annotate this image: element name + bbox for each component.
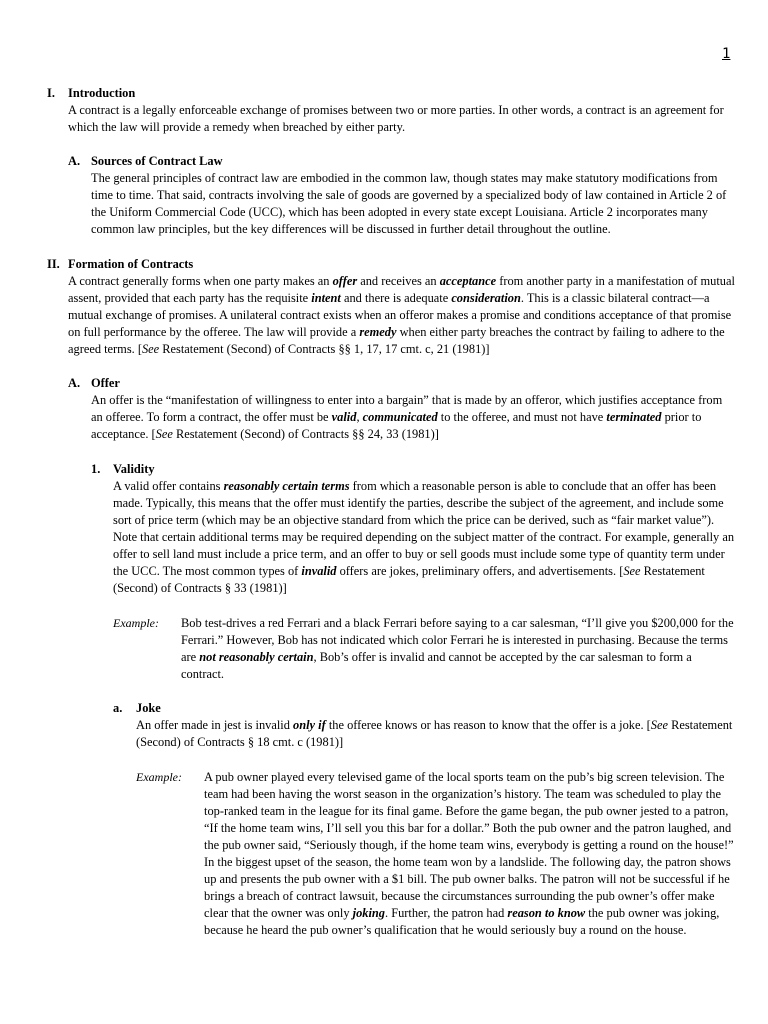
introduction-paragraph: A contract is a legally enforceable exchange of promises between two or more parties. In other words, a contract is an agreement for which the law will provide a remedy when breached by either party. (68, 103, 724, 134)
point-number: 1. (91, 462, 101, 476)
section-number: II. (47, 257, 60, 271)
subpoint-number: a. (113, 701, 123, 715)
joke-paragraph: An offer made in jest is invalid only if the offeree knows or has reason to know that the offer is a joke. [See Restatement (Second) of Contracts § 18 cmt. c (1981)] (136, 718, 733, 749)
key-term: reasonably certain terms (223, 479, 350, 493)
key-term: consideration (451, 291, 521, 305)
key-term: offer (332, 274, 358, 288)
key-term: acceptance (439, 274, 497, 288)
example-label: Example: (136, 770, 182, 784)
subpoint-heading-joke: Joke (136, 701, 161, 715)
section-number: I. (47, 86, 55, 100)
example-ferrari-paragraph: Bob test-drives a red Ferrari and a black Ferrari before saying to a car salesman, “I’ll give you $200,000 for the Ferrari.” However, Bob has not indicated which color Ferrari he is interested in purchasing. Because the terms are not reasonably certain, Bob’s offer is invalid and cannot be accepted by the car salesman to form a contract. (181, 616, 734, 681)
offer-paragraph: An offer is the “manifestation of willingness to enter into a bargain” that is made by an offeror, which justifies acceptance from an offeree. To form a contract, the offer must be valid, communicated to the offeree, and must not have terminated prior to acceptance. [See Restatement (Second) of Contracts §§ 24, 33 (1981)] (91, 393, 723, 441)
point-heading-validity: Validity (113, 462, 155, 476)
section-heading-introduction: Introduction (68, 86, 136, 100)
section-heading-formation: Formation of Contracts (68, 257, 194, 271)
validity-paragraph: A valid offer contains reasonably certain terms from which a reasonable person is able to conclude that an offer has been made. Typically, this means that the offer must identify the parties, describe the subject of the agreement, and include some sort of price term (which may be an objective standard from which the price can be derived, such as “fair market value”). Note that certain additional terms may be required depending on the subject matter of the contract. For example, generally an offer to sell land must include a price term, and an offer to buy or sell goods must include some type of quantity term under the UCC. The most common types of invalid offers are jokes, preliminary offers, and advertisements. [See Restatement (Second) of Contracts § 33 (1981)] (113, 479, 735, 595)
key-term: not reasonably certain (199, 650, 314, 664)
subsection-number: A. (68, 376, 81, 390)
formation-paragraph: A contract generally forms when one party makes an offer and receives an acceptance from another party in a manifestation of mutual assent, provided that each party has the requisite intent and there is adequate consideration. This is a classic bilateral contract—a mutual exchange of promises. A unilateral contract exists when an offeror makes a promise and conditions acceptance of that promise on full performance by the offeree. The law will provide a remedy when either party breaches the contract by failing to adhere to the agreed terms. [See Restatement (Second) of Contracts §§ 1, 17, 17 cmt. c, 21 (1981)] (68, 274, 735, 356)
example-label: Example: (113, 616, 159, 630)
key-term: joking (352, 906, 386, 920)
example-pub-paragraph: A pub owner played every televised game of the local sports team on the pub’s big screen television. The team had been having the worst season in the organization’s history. The team was scheduled to play the top-ranked team in the league for its final game. Before the game began, the pub owner jested to a patron, “If the home team wins, I’ll sell you this bar for a dollar.” Both the pub owner and the patron laughed, and the pub owner said, “Seriously though, if the home team wins, everybody is getting a round on the house!” In the biggest upset of the season, the home team won by a landslide. The following day, the patron shows up and presents the pub owner with a $1 bill. The pub owner balks. The patron will not be successful if he brings a breach of contract lawsuit, because the circumstances surrounding the pub owner’s offer make clear that the owner was only joking. Further, the patron had reason to know the pub owner was joking, because he heard the pub owner’s qualification that he would seriously buy a round on the house. (204, 770, 734, 937)
key-term: valid (331, 410, 357, 424)
key-term: reason to know (507, 906, 586, 920)
subsection-heading-offer: Offer (91, 376, 120, 390)
subsection-number: A. (68, 154, 81, 168)
page-number: 1 (722, 46, 731, 62)
key-term: communicated (362, 410, 438, 424)
key-term: only if (293, 718, 326, 732)
key-term: invalid (301, 564, 337, 578)
see-signal: See (650, 718, 668, 732)
see-signal: See (623, 564, 641, 578)
sources-paragraph: The general principles of contract law are embodied in the common law, though states may make statutory modifications from time to time. That said, contracts involving the sale of goods are governed by a specialized body of law contained in Article 2 of the Uniform Commercial Code (UCC), which has been adopted in every state except Louisiana. Article 2 incorporates many common law principles, but the key differences will be discussed in further detail throughout the outline. (91, 171, 727, 236)
key-term: terminated (606, 410, 662, 424)
key-term: intent (311, 291, 341, 305)
subsection-heading-sources: Sources of Contract Law (91, 154, 223, 168)
see-signal: See (141, 342, 160, 356)
key-term: remedy (359, 325, 397, 339)
see-signal: See (155, 427, 173, 441)
